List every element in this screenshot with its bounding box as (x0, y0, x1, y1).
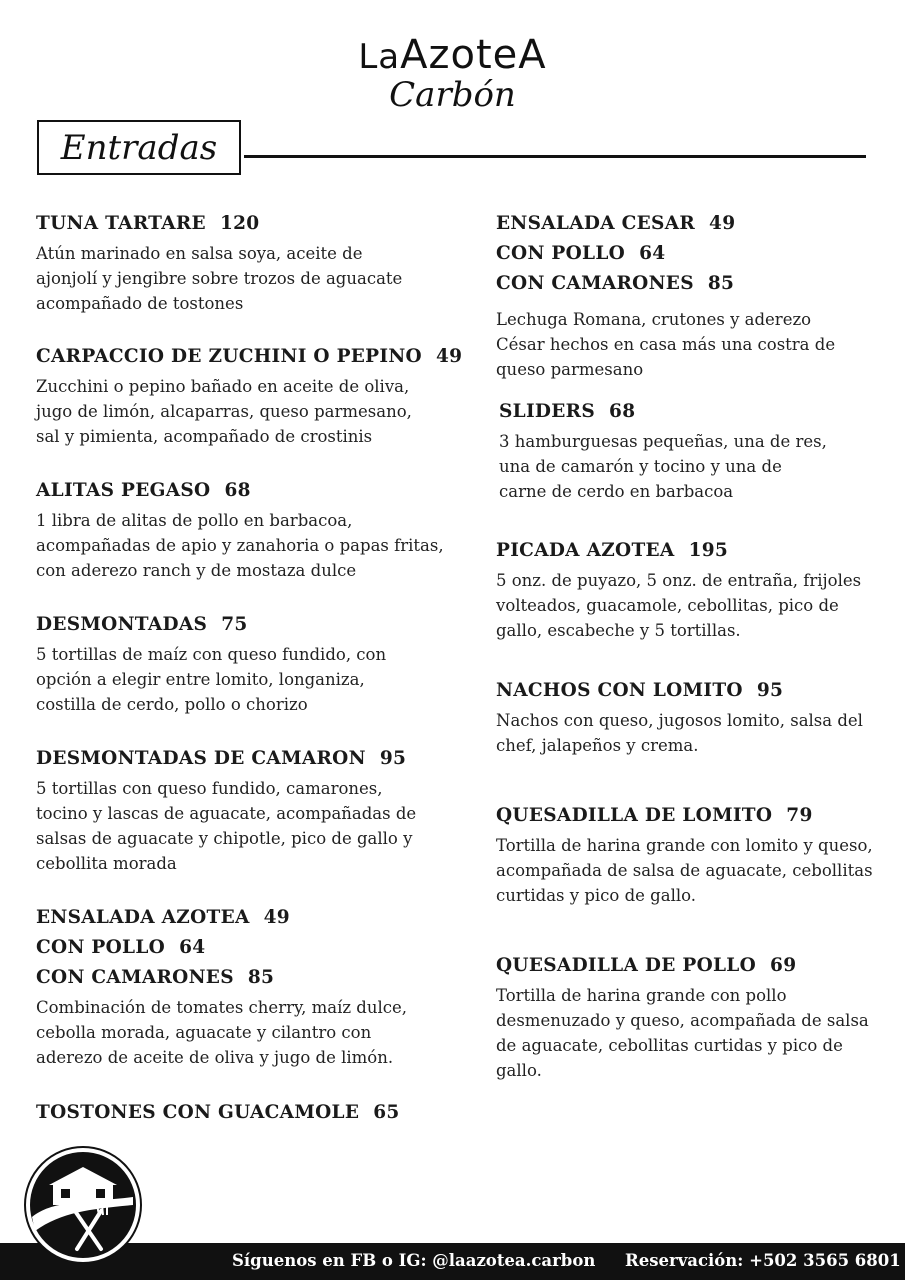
option-con-pollo: CON POLLO 64 (496, 243, 666, 264)
menu-item-sliders: SLIDERS 68 3 hamburguesas pequeñas, una de res, una de camarón y tocino y una de carne de cerdo en barbacoa (499, 401, 827, 501)
menu-item-picada-azotea: PICADA AZOTEA 195 5 onz. de puyazo, 5 onz. de entraña, frijoles volteados, guacamole, cebollitas, pico de gallo, escabeche y 5 tortillas. (496, 540, 862, 640)
house-fork-knife-logo-icon (23, 1145, 143, 1265)
brand-logo (0, 30, 905, 115)
section-divider (244, 155, 866, 158)
menu-item-ensalada-cesar: ENSALADA CESAR 49 CON POLLO 64 CON CAMARONES 85 Lechuga Romana, crutones y aderezo César hechos en casa más una costra de queso parmesano (496, 209, 905, 382)
menu-item-quesadilla-pollo: QUESADILLA DE POLLO 69 Tortilla de harina grande con pollo desmenuzado y queso, acompañada de salsa de aguacate, cebollitas curtidas y pico de gallo. (496, 955, 869, 1080)
option-con-pollo: CON POLLO 64 (36, 937, 206, 958)
option-con-camarones: CON CAMARONES 85 (496, 273, 735, 294)
menu-item-tostones: TOSTONES CON GUACAMOLE 65 (36, 1102, 400, 1123)
menu-item-quesadilla-lomito: QUESADILLA DE LOMITO 79 Tortilla de harina grande con lomito y queso, acompañada de salsa de aguacate, cebollitas curtidas y pico de gallo. (496, 805, 873, 905)
menu-item-desmontadas-camaron: DESMONTADAS DE CAMARON 95 5 tortillas con queso fundido, camarones, tocino y lascas de aguacate, acompañadas de salsas de aguacate y chipotle, pico de gallo y cebollita morada (36, 748, 417, 873)
menu-item-ensalada-azotea: ENSALADA AZOTEA 49 CON POLLO 64 CON CAMARONES 85 Combinación de tomates cherry, maíz dulce, cebolla morada, aguacate y cilantro con aderezo de aceite de oliva y jugo de limón. (36, 903, 456, 1070)
option-con-camarones: CON CAMARONES 85 (36, 967, 275, 988)
brand-name: LaAzoteA (358, 32, 547, 78)
menu-item-carpaccio: CARPACCIO DE ZUCHINI O PEPINO 49 Zucchini o pepino bañado en aceite de oliva, jugo de limón, alcaparras, queso parmesano, sal y pimienta, acompañado de crostinis (36, 346, 463, 446)
menu-item-alitas-pegaso: ALITAS PEGASO 68 1 libra de alitas de pollo en barbacoa, acompañadas de apio y zanahoria o papas fritas, con aderezo ranch y de mostaza dulce (36, 480, 444, 580)
social-handle: Síguenos en FB o IG: @laazotea.carbon (232, 1251, 596, 1270)
section-title: Entradas (37, 120, 241, 175)
menu-item-nachos-lomito: NACHOS CON LOMITO 95 Nachos con queso, jugosos lomito, salsa del chef, jalapeños y crema. (496, 680, 863, 755)
menu-item-desmontadas: DESMONTADAS 75 5 tortillas de maíz con queso fundido, con opción a elegir entre lomito, longaniza, costilla de cerdo, pollo o chorizo (36, 614, 387, 714)
menu-item-tuna-tartare: TUNA TARTARE 120 Atún marinado en salsa soya, aceite de ajonjolí y jengibre sobre trozos de aguacate acompañado de tostones (36, 213, 403, 313)
reservation-phone: Reservación: +502 3565 6801 (625, 1251, 901, 1270)
brand-subtitle: Carbón (389, 75, 516, 115)
